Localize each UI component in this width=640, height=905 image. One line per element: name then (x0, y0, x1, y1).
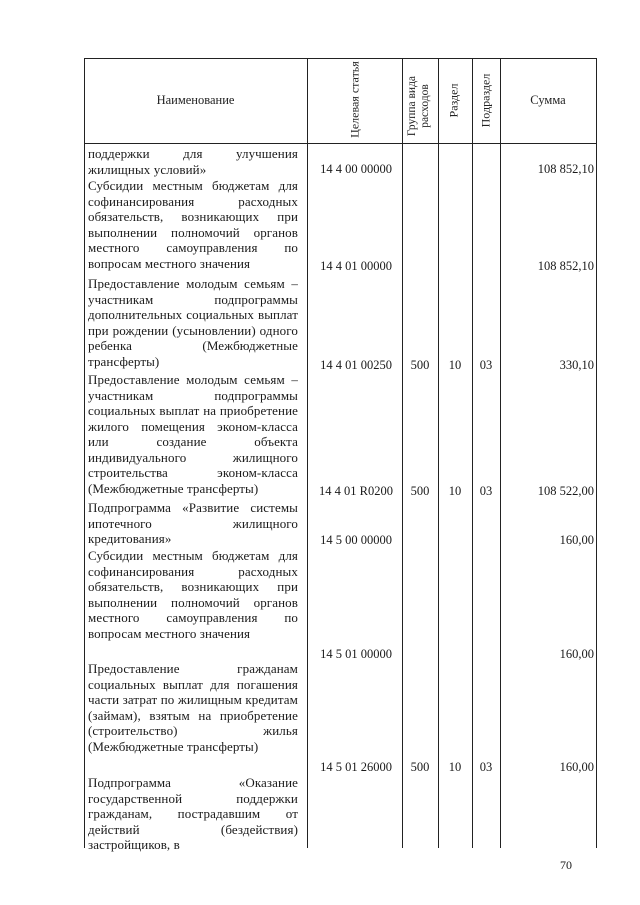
header-expense-group: Группа вида расходов (406, 75, 431, 137)
table-top-border (84, 58, 596, 59)
table-row-subsection: 03 (479, 760, 493, 774)
header-target: Целевая статья (347, 61, 362, 138)
table-row-code: 14 5 01 26000 (320, 760, 392, 774)
table-row-name: Субсидии местным бюджетам для софинансирования расходных обязательств, возникающих при выполнении полномочий органов местного самоуправления по вопросам местного значения (88, 178, 298, 271)
table-row-group: 500 (410, 760, 430, 774)
table-row-name: Предоставление молодым семьям – участникам подпрограммы дополнительных социальных выплат при рождении (усыновлении) одного ребенка (Межбюджетные трансферты) (88, 276, 298, 369)
table-row-code: 14 4 01 00250 (320, 358, 392, 372)
header-name: Наименование (156, 93, 235, 107)
table-row-sum: 160,00 (559, 647, 594, 661)
table-right-border (596, 58, 597, 848)
table-row-sum: 160,00 (559, 760, 594, 774)
col-divider-code (402, 58, 403, 848)
table-left-border (84, 58, 85, 848)
table-row-name: Подпрограмма «Оказание государственной поддержки гражданам, пострадавшим от действий (бездействия) застройщиков, в (88, 775, 298, 852)
table-row-name: Подпрограмма «Развитие системы ипотечного жилищного кредитования» (88, 500, 298, 546)
table-row-name: Субсидии местным бюджетам для софинансирования расходных обязательств, возникающих при выполнении полномочий органов местного самоуправления по вопросам местного значения (88, 548, 298, 641)
col-divider-section (472, 58, 473, 848)
col-divider-name (307, 58, 308, 848)
table-row-sum: 108 852,10 (537, 259, 594, 273)
table-row-sum: 330,10 (559, 358, 594, 372)
table-row-section: 10 (448, 760, 462, 774)
header-subsection: Подраздел (478, 73, 493, 128)
table-row-sum: 160,00 (559, 533, 594, 547)
table-row-code: 14 4 01 00000 (320, 259, 392, 273)
table-row-name: Предоставление молодым семьям – участникам подпрограммы социальных выплат на приобретение жилого помещения эконом-класса или создание объекта индивидуального жилищного строительства эконом-класса (Межбюджетные трансферты) (88, 372, 298, 496)
table-row-sum: 108 852,10 (537, 162, 594, 176)
table-row-section: 10 (448, 484, 462, 498)
table-row-name: Предоставление гражданам социальных выплат для погашения части затрат по жилищным кредитам (займам), взятым на приобретение (строительство) жилья (Межбюджетные трансферты) (88, 661, 298, 754)
table-row-group: 500 (410, 358, 430, 372)
table-row-code: 14 4 01 R0200 (319, 484, 393, 498)
table-row-code: 14 5 01 00000 (320, 647, 392, 661)
table-row-code: 14 5 00 00000 (320, 533, 392, 547)
header-sum: Сумма (530, 93, 566, 107)
table-row-name: поддержки для улучшения жилищных условий» (88, 146, 298, 177)
table-row-subsection: 03 (479, 358, 493, 372)
header-section: Раздел (446, 83, 461, 118)
page-number: 70 (560, 858, 572, 872)
col-divider-group (438, 58, 439, 848)
table-row-sum: 108 522,00 (537, 484, 594, 498)
table-row-group: 500 (410, 484, 430, 498)
table-row-code: 14 4 00 00000 (320, 162, 392, 176)
table-row-section: 10 (448, 358, 462, 372)
table-row-subsection: 03 (479, 484, 493, 498)
header-bottom-border (84, 143, 596, 144)
